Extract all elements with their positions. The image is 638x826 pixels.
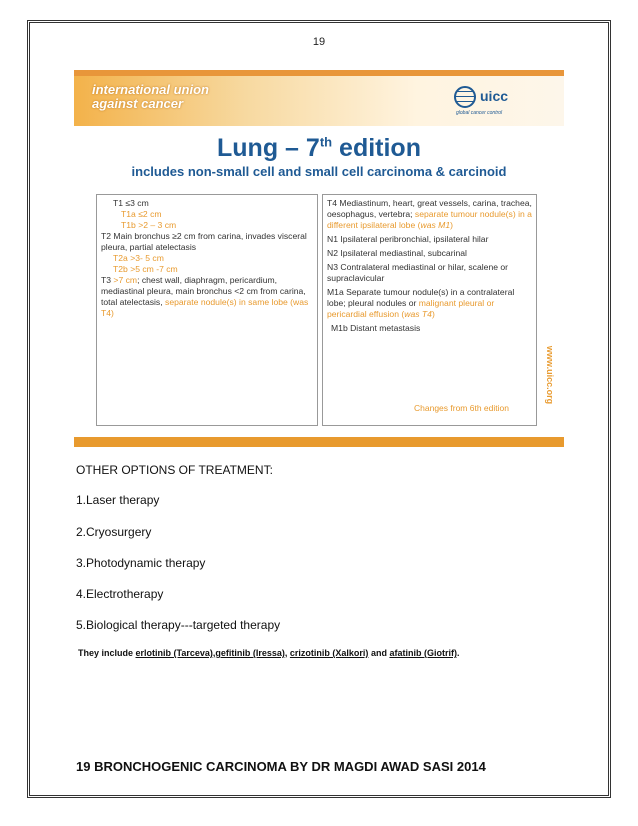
drug-gefitinib: gefitinib (Iressa) bbox=[215, 648, 285, 658]
t-staging-column bbox=[101, 198, 315, 319]
treatment-item-electrotherapy: 4.Electrotherapy bbox=[76, 587, 164, 601]
t4-entry: T4 Mediastinum, heart, great vessels, carina, trachea, oesophagus, vertebra; separate tumour nodule(s) in a different ipsilateral lobe (was M1) bbox=[327, 198, 532, 230]
logo-subtext: global cancer control bbox=[456, 110, 503, 116]
t1-entry: T1 ≤3 cm bbox=[113, 198, 149, 208]
org-name bbox=[92, 83, 209, 111]
m1a-entry: M1a Separate tumour nodule(s) in a contralateral lobe; pleural nodules or malignant pleural or pericardial effusion (was T4) bbox=[327, 287, 515, 319]
tnm-slide-image bbox=[74, 70, 564, 450]
changes-note: Changes from 6th edition bbox=[414, 403, 509, 413]
banner-stripe bbox=[74, 70, 564, 76]
t3-entry: T3 >7 cm; chest wall, diaphragm, pericardium, mediastinal pleura, main bronchus <2 cm from carina, total atelectasis, separate nodule(s) in same lobe (was T4) bbox=[101, 275, 309, 318]
n2-entry: N2 Ipsilateral mediastinal, subcarinal bbox=[327, 248, 467, 258]
globe-icon bbox=[454, 86, 476, 108]
drug-list: They include erlotinib (Tarceva),gefitinib (Iressa), crizotinib (Xalkori) and afatinib (Giotrif). bbox=[78, 648, 460, 658]
treatment-heading: OTHER OPTIONS OF TREATMENT: bbox=[76, 463, 273, 477]
n3-entry: N3 Contralateral mediastinal or hilar, scalene or supraclavicular bbox=[327, 262, 509, 283]
drug-crizotinib: crizotinib (Xalkori) bbox=[289, 648, 369, 658]
t2-entry: T2 Main bronchus ≥2 cm from carina, invades visceral pleura, partial atelectasis bbox=[101, 231, 307, 252]
slide-bottom-bar bbox=[74, 437, 564, 447]
logo-text: uicc bbox=[480, 88, 509, 104]
t1a-entry: T1a ≤2 cm bbox=[121, 209, 162, 219]
tnm-staging-column bbox=[327, 198, 535, 334]
n1-entry: N1 Ipsilateral peribronchial, ipsilateral hilar bbox=[327, 234, 489, 244]
treatment-item-cryosurgery: 2.Cryosurgery bbox=[76, 525, 152, 539]
treatment-item-photodynamic: 3.Photodynamic therapy bbox=[76, 556, 206, 570]
side-url: www.uicc.org bbox=[545, 345, 555, 405]
slide-title: Lung – 7th edition bbox=[217, 134, 421, 162]
page-number: 19 bbox=[312, 36, 326, 48]
t1b-entry: T1b >2 – 3 cm bbox=[121, 220, 177, 230]
uicc-logo bbox=[454, 84, 534, 118]
t2a-entry: T2a >3- 5 cm bbox=[113, 253, 164, 263]
t2b-entry: T2b >5 cm -7 cm bbox=[113, 264, 178, 274]
org-line-1: international union bbox=[92, 82, 209, 97]
org-line-2: against cancer bbox=[92, 96, 184, 111]
page-footer: 19 BRONCHOGENIC CARCINOMA BY DR MAGDI AWAD SASI 2014 bbox=[76, 759, 486, 774]
treatment-item-biological: 5.Biological therapy---targeted therapy bbox=[76, 618, 281, 632]
drug-erlotinib: erlotinib (Tarceva) bbox=[135, 648, 213, 658]
treatment-item-laser: 1.Laser therapy bbox=[76, 493, 160, 507]
m1b-entry: M1b Distant metastasis bbox=[331, 323, 421, 333]
slide-subtitle: includes non-small cell and small cell carcinoma & carcinoid bbox=[131, 164, 507, 179]
drug-afatinib: afatinib (Giotrif) bbox=[389, 648, 457, 658]
